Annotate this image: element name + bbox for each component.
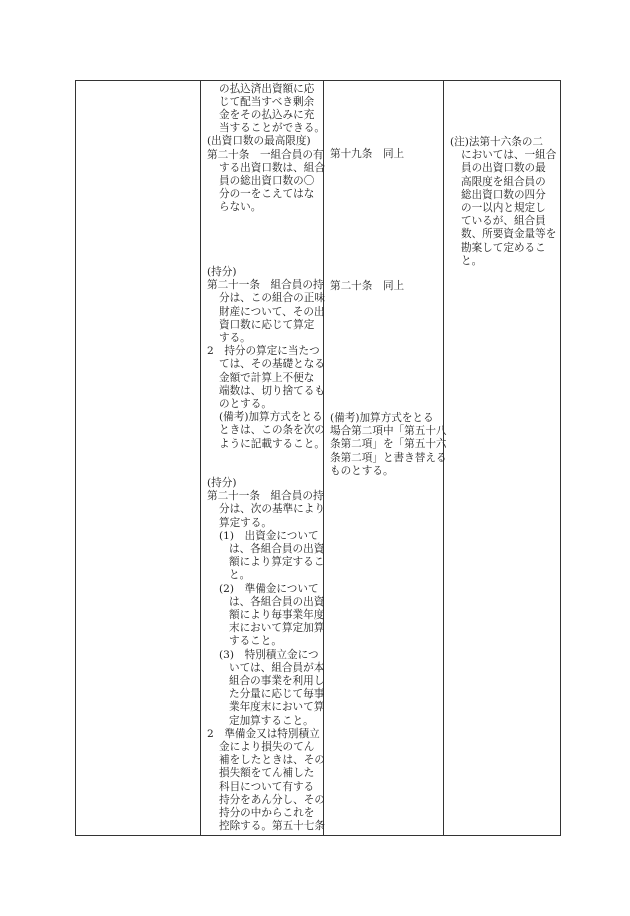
text-line: 組合の事業を利用し bbox=[229, 675, 325, 687]
text-line: (持分) bbox=[207, 477, 237, 489]
table-top-border bbox=[75, 80, 561, 81]
text-line: と。 bbox=[229, 569, 251, 582]
text-line: 勘案して定めるこ bbox=[461, 241, 546, 254]
column-divider bbox=[200, 80, 201, 835]
text-line: (備考)加算方式をとる bbox=[330, 412, 434, 424]
column-divider bbox=[323, 80, 324, 835]
text-line: 業年度末において算 bbox=[229, 701, 325, 714]
text-line: 金額で計算上不便な bbox=[219, 371, 315, 384]
text-line: いては、組合員が本 bbox=[229, 661, 325, 674]
text-line: (出資口数の最高限度) bbox=[207, 135, 311, 148]
text-line: 控除する。第五十七条 bbox=[219, 820, 325, 833]
text-line: 分の一をこえてはな bbox=[219, 188, 315, 201]
text-line: た分量に応じて毎事 bbox=[229, 688, 325, 701]
text-line: の一以内と規定し bbox=[461, 202, 546, 214]
text-line: 第二十一条 組合員の持 bbox=[207, 279, 324, 292]
text-line: 条第二項」を「第五十六 bbox=[330, 438, 447, 451]
text-line: ては、その基礎となる bbox=[219, 358, 325, 371]
text-line: ているが、組合員 bbox=[461, 215, 546, 228]
text-line: 第二十条 一組合員の有 bbox=[207, 148, 324, 161]
column-divider bbox=[560, 80, 561, 835]
text-line: は、各組合員の出資 bbox=[229, 595, 325, 608]
text-line: 金をその払込みに充 bbox=[219, 108, 315, 121]
text-line: (3) 特別積立金につ bbox=[219, 648, 319, 661]
text-line: 損失額をてん補した bbox=[219, 767, 315, 780]
text-line: 算定する。 bbox=[219, 516, 272, 529]
text-line: 場合第二項中「第五十八 bbox=[330, 425, 447, 438]
table-bottom-border bbox=[75, 835, 561, 836]
text-line: 分は、次の基準により bbox=[219, 503, 325, 516]
text-line: 総出資口数の四分 bbox=[461, 188, 546, 201]
text-line: は、各組合員の出資 bbox=[229, 543, 325, 555]
text-line: する出資口数は、組合 bbox=[219, 161, 325, 174]
text-line: 額により毎事業年度 bbox=[229, 609, 325, 621]
text-line: 第二十条 同上 bbox=[330, 280, 405, 292]
text-line: と。 bbox=[461, 254, 483, 267]
text-line: 持分の中からこれを bbox=[219, 807, 315, 819]
text-line: らない。 bbox=[219, 201, 262, 214]
text-line: 当することができる。 bbox=[219, 122, 325, 135]
text-line: (2) 準備金について bbox=[219, 582, 319, 595]
text-line: 定加算すること。 bbox=[229, 714, 314, 727]
text-line: ときは、この条を次の bbox=[219, 424, 325, 437]
text-line: 員の出資口数の最 bbox=[461, 162, 546, 175]
text-line: 持分をあん分し、その bbox=[219, 793, 325, 806]
text-line: 額により算定するこ bbox=[229, 556, 325, 569]
text-line: のとする。 bbox=[219, 398, 272, 410]
text-line: (持分) bbox=[207, 266, 237, 278]
text-line: 財産について、その出 bbox=[219, 305, 325, 318]
text-line: すること。 bbox=[229, 635, 282, 648]
text-line: (備考)加算方式をとる bbox=[219, 411, 323, 424]
text-line: ものとする。 bbox=[330, 464, 394, 477]
text-line: 補をしたときは、その bbox=[219, 754, 325, 767]
text-line: 2 持分の算定に当たつ bbox=[207, 345, 320, 358]
text-line: においては、一組合 bbox=[461, 149, 557, 162]
text-line: 金により損失のてん bbox=[219, 741, 315, 753]
text-line: 高限度を組合員の bbox=[461, 175, 546, 188]
text-line: 第十九条 同上 bbox=[330, 148, 405, 160]
text-line: 資口数に応じて算定 bbox=[219, 318, 315, 331]
text-line: する。 bbox=[219, 332, 251, 344]
text-line: じて配当すべき剰余 bbox=[219, 95, 315, 108]
text-line: 条第二項」と書き替える bbox=[330, 451, 447, 464]
text-line: 数、所要資金量等を bbox=[461, 228, 557, 241]
text-line: 第二十一条 組合員の持 bbox=[207, 490, 324, 503]
text-line: 2 準備金又は特別積立 bbox=[207, 727, 320, 740]
text-line: の払込済出資額に応 bbox=[219, 82, 315, 95]
text-line: 端数は、切り捨てるも bbox=[219, 384, 325, 397]
text-line: 員の総出資口数の〇 bbox=[219, 174, 315, 187]
column-divider bbox=[75, 80, 76, 835]
text-line: 末において算定加算 bbox=[229, 622, 325, 635]
text-line: ように記載すること。 bbox=[219, 437, 325, 450]
text-line: (1) 出資金について bbox=[219, 529, 319, 542]
text-line: 分は、この組合の正味 bbox=[219, 292, 325, 305]
text-line: (注)法第十六条の二 bbox=[450, 136, 544, 148]
text-line: 科目について有する bbox=[219, 780, 315, 793]
